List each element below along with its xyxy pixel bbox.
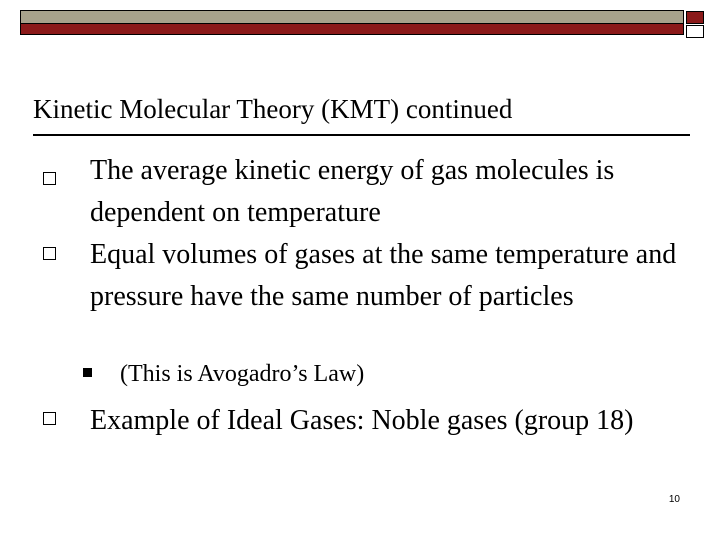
hollow-square-icon — [43, 172, 56, 185]
top-decorative-band — [20, 10, 706, 38]
slide-title: Kinetic Molecular Theory (KMT) continued — [33, 94, 513, 124]
bullet-item: Example of Ideal Gases: Noble gases (group 18) — [90, 405, 634, 436]
hollow-square-icon — [43, 247, 56, 260]
bullet-item: The average kinetic energy of gas molecules is dependent on temperature — [90, 155, 615, 228]
band-stripe — [20, 24, 684, 35]
bullet-item: Equal volumes of gases at the same temperature and pressure have the same number of particles — [90, 239, 677, 312]
band-square-outline — [686, 25, 704, 38]
band-square-filled — [686, 11, 704, 24]
band-fill — [20, 10, 684, 24]
hollow-square-icon — [43, 412, 56, 425]
filled-square-icon — [83, 368, 92, 377]
slide-number: 10 — [668, 494, 680, 505]
sub-bullet-item: (This is Avogadro’s Law) — [120, 361, 365, 387]
title-divider — [33, 134, 690, 136]
